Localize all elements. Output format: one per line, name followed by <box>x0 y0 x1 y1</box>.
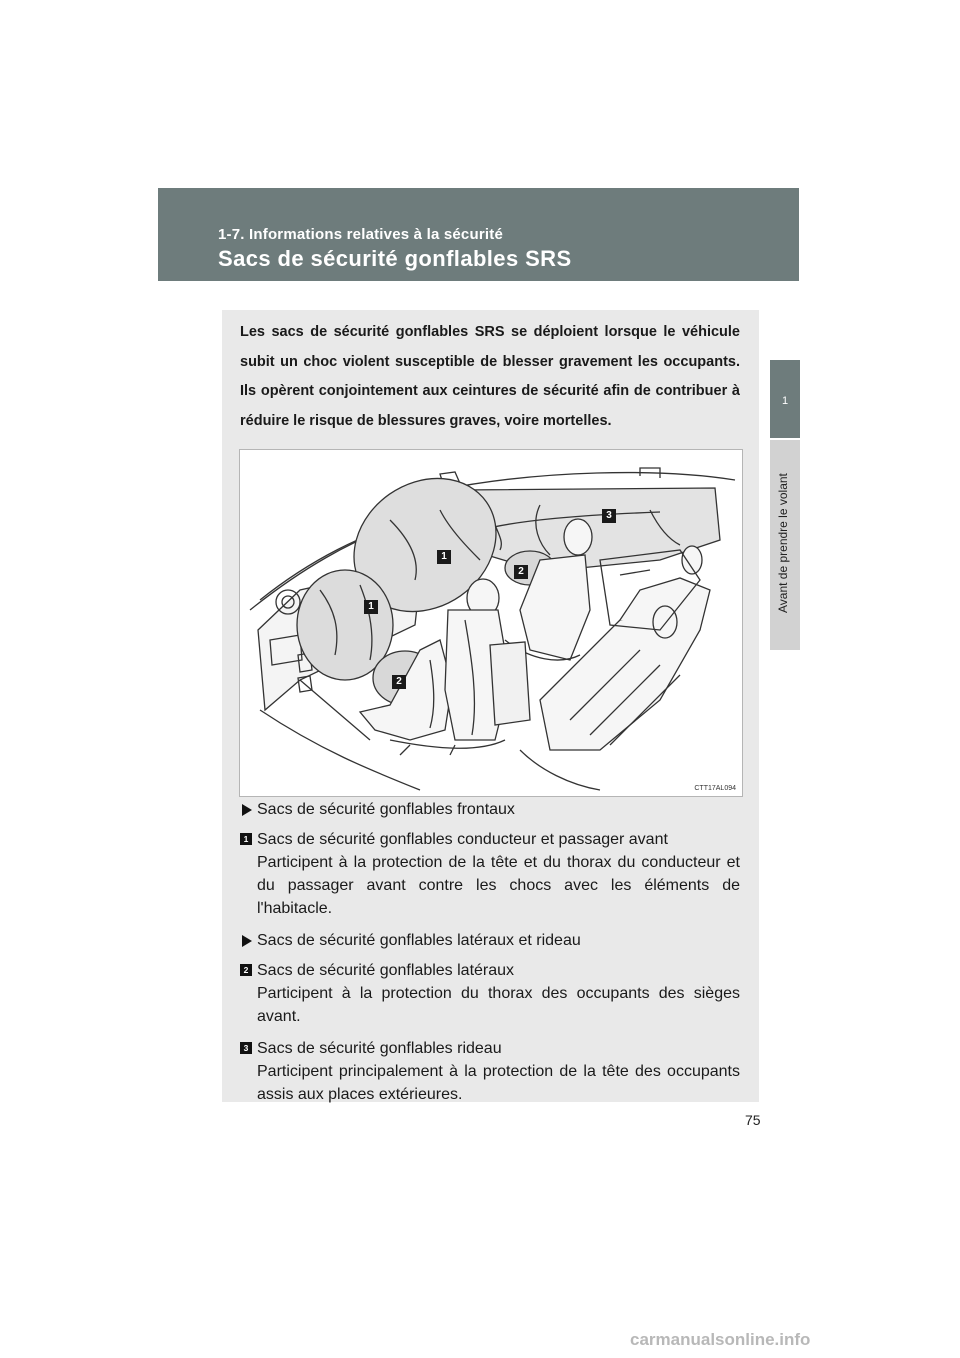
callout-passenger-front-airbag: 1 <box>437 550 451 564</box>
item-description: Participent principalement à la protection de la tête des occupants assis aux places extérieures. <box>257 1063 740 1103</box>
page-number: 75 <box>745 1112 761 1128</box>
chapter-title: Avant de prendre le volant <box>776 473 790 613</box>
section-heading-side-curtain: Sacs de sécurité gonflables latéraux et rideau <box>240 929 740 952</box>
watermark: carmanualsonline.info <box>630 1330 811 1349</box>
car-interior-drawing <box>240 450 742 796</box>
figure-code: CTT17AL094 <box>694 785 736 792</box>
list-item: 1 Sacs de sécurité gonflables conducteur et passager avant <box>240 828 740 851</box>
item-description: Participent à la protection du thorax des occupants des sièges avant. <box>257 985 740 1025</box>
airbag-illustration <box>239 449 743 797</box>
number-badge: 3 <box>240 1042 252 1054</box>
section-heading-frontal: Sacs de sécurité gonflables frontaux <box>240 798 740 821</box>
callout-driver-side-airbag: 2 <box>392 675 406 689</box>
callout-curtain-airbag: 3 <box>602 509 616 523</box>
number-badge: 2 <box>240 964 252 976</box>
list-item: 2 Sacs de sécurité gonflables latéraux <box>240 959 740 982</box>
list-item: 3 Sacs de sécurité gonflables rideau <box>240 1037 740 1060</box>
airbag-list <box>240 798 740 1106</box>
item-description: Participent à la protection de la tête et du thorax du conducteur et du passager avant contre les chocs avec les éléments de l'habitacle. <box>257 854 740 917</box>
intro-paragraph: Les sacs de sécurité gonflables SRS se déploient lorsque le véhicule subit un choc violent susceptible de blesser gravement les occupants. Ils opèrent conjointement aux ceintures de sécurité afin de contribuer à réduire le risque de blessures graves, voire mortelles. <box>240 324 740 429</box>
callout-driver-front-airbag: 1 <box>364 600 378 614</box>
triangle-bullet-icon <box>242 804 252 816</box>
chapter-number: 1 <box>781 395 789 407</box>
section-label: 1-7. Informations relatives à la sécurité <box>218 226 503 243</box>
chapter-header <box>158 188 799 281</box>
callout-passenger-side-airbag: 2 <box>514 565 528 579</box>
chapter-tab <box>770 360 800 438</box>
number-badge: 1 <box>240 833 252 845</box>
content-box <box>222 310 759 1102</box>
page-title: Sacs de sécurité gonflables SRS <box>218 246 572 271</box>
triangle-bullet-icon <box>242 935 252 947</box>
chapter-title-tab <box>770 440 800 650</box>
